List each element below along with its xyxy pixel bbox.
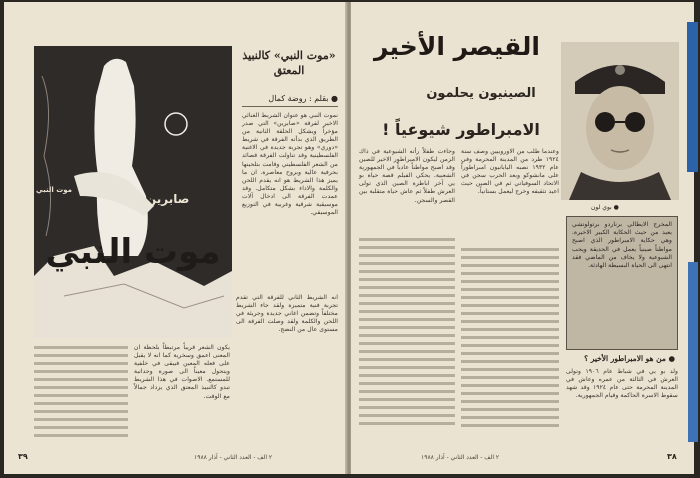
- magazine-spread: [4, 2, 694, 474]
- title-divider: [242, 106, 338, 107]
- left-page-number: ٣٩: [18, 452, 28, 461]
- poster-credit-top: صابرين: [146, 192, 190, 206]
- album-poster: [34, 46, 232, 338]
- right-article-column-3: ولد بو يي في شباط عام ١٩٠٦ وتولى العرش في الثالثة من عمره وعاش في المدينة المحرمة حتى عام ١٩٢٤ وقد شهد سقوط الاسرة الحاكمة وقيام الجمهورية.: [566, 368, 679, 400]
- right-article-column-2: وعندما طلب من الاوروبيين وصف سنة ١٩٢٤ طرد من المدينة المحرمة وفي عام ١٩٣٢ نصبه اليابانيون امبراطوراً على مانشوكو وبعد الحرب سجن في الاتحاد السوفياتي ثم في الصين حيث اعيد تثقيفه وخرج ليعمل بستانياً.: [461, 148, 559, 196]
- poster-title: موت النبي: [45, 232, 221, 272]
- page-edge-tab-lower: [688, 262, 698, 442]
- left-article-column-1: نموت النبي هو عنوان الشريط الغنائي الاخير لفرقة «صابرين» التي صدر مؤخراً ويشكل الحلقة الثانية من الطريق الذي بدأته الفرقة في شريط «دوري» وهو تجربة جديدة في الاغنية الفلسطينية وقد تناولت الفرقة قصائد من الشعر الفلسطيني وقامت بتلحينها بحرفية عالية وبروح معاصرة. ان ما يميز هذا الشريط هو انه يقدم اللحن والكلمة والاداء بشكل متكامل. وقد عمدت الفرقة الى ادخال آلات موسيقية شرقية وغربية في التوزيع الموسيقي.: [242, 112, 338, 217]
- page-edge-tab: [687, 22, 698, 172]
- left-column-1b-text: انه الشريط الثاني للفرقة التي تقدم تجربة فنية متميزة ولقد جاء الشريط مختلفاً وتضمن اغاني جديدة وجريئة في اللحن والكلمة ولقد وصلت الفرقة الى مستوى عال من النضج.: [236, 294, 338, 334]
- article-byline: ● بقلم : روضة كمال: [268, 94, 338, 103]
- left-article-column-1b: [236, 294, 338, 424]
- section-subhead: ● من هو الامبراطور الأخير ؟: [584, 354, 675, 363]
- right-column-1-lines: [359, 238, 455, 430]
- subheadline-2: الامبراطور شيوعياً !: [382, 120, 540, 139]
- sidebar-box: المخرج الايطالي برناردو برتولوتشي يعيد من حيث الحكاية الكبير الاخيرة. وهي حكاية الامبراطور الذي اصبح مواطناً صينياً يعمل في الحديقة ويحب الشيوعية ولا يخاف من الماضي فقد انتهى الى الحياة البسيطة الهادئة.: [566, 216, 678, 350]
- right-page: [351, 2, 694, 474]
- right-page-footer: ٢ الف - العدد الثاني - آذار ١٩٨٨: [421, 454, 500, 461]
- left-page: [4, 2, 347, 474]
- right-column-2-lines: [461, 248, 559, 432]
- photo-caption: ● بوي لون: [591, 204, 619, 211]
- poster-credit-side: موت النبي: [36, 186, 73, 194]
- headline: القيصر الأخير: [373, 32, 540, 61]
- emperor-portrait: [561, 42, 679, 200]
- left-article-column-3-lines: [34, 346, 128, 442]
- article-title: «موت النبي» كالنبيذ المعتق: [242, 49, 336, 77]
- right-article-column-1: وجاءت طفلاً رأته الشيوعية في ذاك الزمن ليكون الامبراطور الاخير للصين وقد اصبح مواطناً عادياً في الجمهورية الشعبية. يحكي الفيلم قصة حياة بو يي آخر اباطرة الصين الذي تولى العرش طفلاً ثم عاش حياة متقلبة بين القصر والسجن.: [359, 148, 455, 204]
- right-page-number: ٣٨: [667, 452, 677, 461]
- subheadline: الصينيون يحلمون: [426, 86, 536, 101]
- left-page-footer: ٢ الف - العدد الثاني - آذار ١٩٨٨: [194, 454, 273, 461]
- left-article-column-2: يكون الشعر قريباً مرتبطاً بلحظة ان المعنى اعمق وسخرية كما انه لا يقبل على فعله المعين فيبقى في خلفية ويتحول معيناً الى صورة وجدانية للمستمع. الاصوات في هذا الشريط تبدو كالنبيذ المعتق الذي يزداد جمالاً مع الوقت.: [134, 344, 230, 400]
